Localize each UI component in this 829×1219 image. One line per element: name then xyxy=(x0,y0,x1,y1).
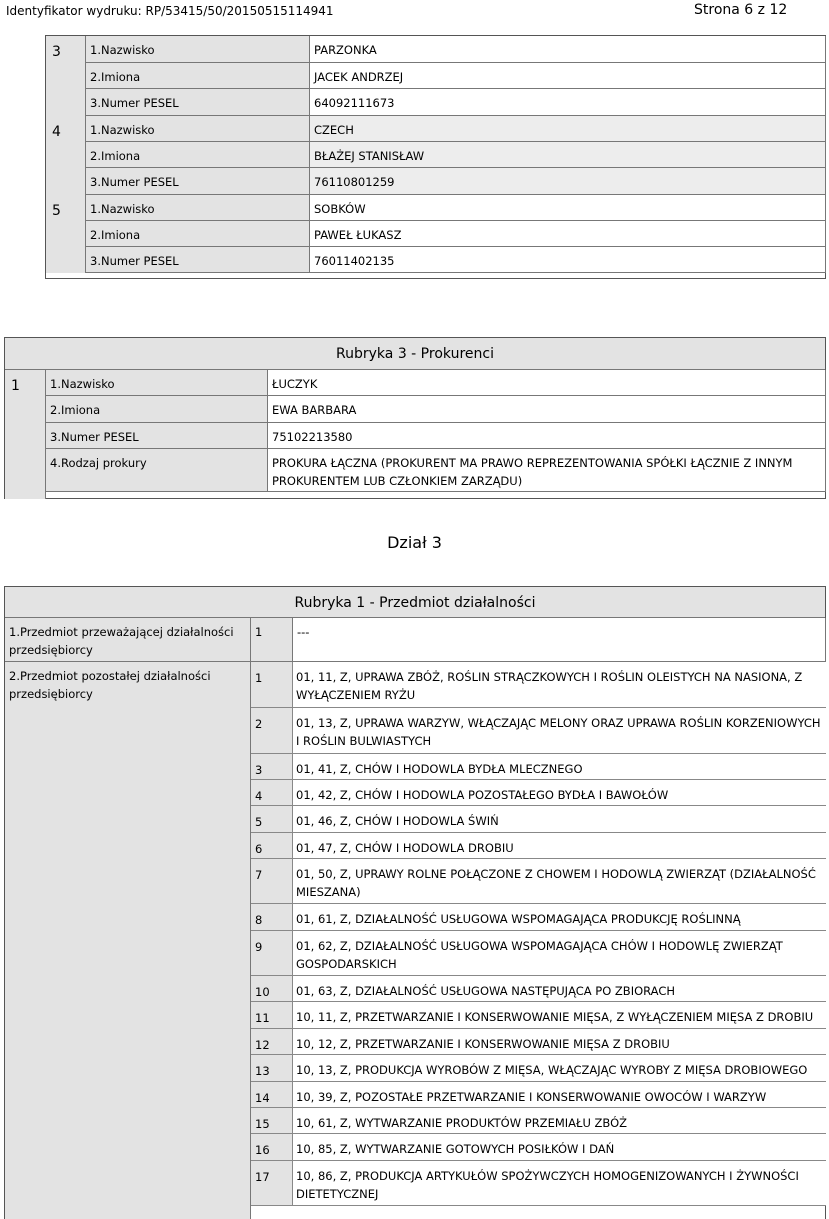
activity-item-text: 10, 85, Z, WYTWARZANIE GOTOWYCH POSIŁKÓW I DAŃ xyxy=(293,1134,826,1160)
row-value: PROKURA ŁĄCZNA (PROKURENT MA PRAWO REPREZENTOWANIA SPÓŁKI ŁĄCZNIE Z INNYM PROKURENTEM LUB CZŁONKIEM ZARZĄDU) xyxy=(268,449,826,492)
activity-item-text: 01, 46, Z, CHÓW I HODOWLA ŚWIŃ xyxy=(293,806,826,832)
activity-item xyxy=(251,708,826,754)
row-value: 76011402135 xyxy=(310,247,826,273)
activity-item xyxy=(251,1108,826,1134)
row-label: 1.Nazwisko xyxy=(46,370,268,396)
row-label: 3.Numer PESEL xyxy=(86,247,310,273)
activity-item-text: 01, 50, Z, UPRAWY ROLNE POŁĄCZONE Z CHOWEM I HODOWLĄ ZWIERZĄT (DZIAŁALNOŚĆ MIESZANA) xyxy=(293,859,826,903)
row-value: JACEK ANDRZEJ xyxy=(310,63,826,89)
activity-item-number: 16 xyxy=(251,1134,293,1160)
activity-item-text: 01, 63, Z, DZIAŁALNOŚĆ USŁUGOWA NASTĘPUJĄCA PO ZBIORACH xyxy=(293,976,826,1001)
activity-item xyxy=(251,931,826,976)
activity-item-number: 13 xyxy=(251,1055,293,1081)
activity-item-text: 10, 12, Z, PRZETWARZANIE I KONSERWOWANIE MIĘSA Z DROBIU xyxy=(293,1029,826,1054)
row-value: 75102213580 xyxy=(268,423,826,449)
row-value: ŁUCZYK xyxy=(268,370,826,396)
activity-item-text: 01, 47, Z, CHÓW I HODOWLA DROBIU xyxy=(293,833,826,858)
activity-item-number: 2 xyxy=(251,708,293,753)
row-value: PAWEŁ ŁUKASZ xyxy=(310,221,826,247)
activity-item-number: 12 xyxy=(251,1029,293,1054)
activity-item-number: 17 xyxy=(251,1161,293,1205)
row-label: 2.Imiona xyxy=(86,221,310,247)
activity-item-text: 01, 42, Z, CHÓW I HODOWLA POZOSTAŁEGO BYDŁA I BAWOŁÓW xyxy=(293,780,826,805)
row-label: 3.Numer PESEL xyxy=(46,423,268,449)
row-label: 1.Nazwisko xyxy=(86,195,310,221)
persons-table xyxy=(45,35,826,279)
activity-item-number: 8 xyxy=(251,904,293,930)
row-label: 3.Numer PESEL xyxy=(86,89,310,116)
group-number: 3 xyxy=(46,36,86,116)
main-activity-label: 1.Przedmiot przeważającej działalności przedsiębiorcy xyxy=(5,618,251,662)
main-activity-value: --- xyxy=(293,618,826,662)
row-label: 2.Imiona xyxy=(46,396,268,423)
activity-item-number: 6 xyxy=(251,833,293,858)
activity-table xyxy=(4,586,826,1219)
activity-item xyxy=(251,806,826,833)
row-value: EWA BARBARA xyxy=(268,396,826,423)
activity-item xyxy=(251,780,826,806)
row-label: 3.Numer PESEL xyxy=(86,168,310,195)
activity-item-text: 01, 13, Z, UPRAWA WARZYW, WŁĄCZAJĄC MELONY ORAZ UPRAWA ROŚLIN KORZENIOWYCH I ROŚLIN BULWIASTYCH xyxy=(293,708,826,753)
activity-item xyxy=(251,662,826,708)
activity-item-number: 11 xyxy=(251,1002,293,1028)
activity-item xyxy=(251,1029,826,1055)
activity-item-text: 10, 86, Z, PRODUKCJA ARTYKUŁÓW SPOŻYWCZYCH HOMOGENIZOWANYCH I ŻYWNOŚCI DIETETYCZNEJ xyxy=(293,1161,826,1205)
print-identifier: Identyfikator wydruku: RP/53415/50/20150515114941 xyxy=(6,4,334,18)
activity-item xyxy=(251,833,826,859)
activity-item xyxy=(251,859,826,904)
row-label: 2.Imiona xyxy=(86,142,310,168)
other-activity-list xyxy=(251,662,826,1219)
section-title: Rubryka 1 - Przedmiot działalności xyxy=(5,587,825,618)
main-activity-number: 1 xyxy=(251,618,293,662)
section-title: Rubryka 3 - Prokurenci xyxy=(5,338,825,370)
row-value: CZECH xyxy=(310,116,826,142)
activity-item-text: 01, 11, Z, UPRAWA ZBÓŻ, ROŚLIN STRĄCZKOWYCH I ROŚLIN OLEISTYCH NA NASIONA, Z WYŁĄCZENIEM RYŻU xyxy=(293,662,826,707)
activity-item xyxy=(251,904,826,931)
procurators-table xyxy=(4,337,826,499)
activity-item-text: 10, 39, Z, POZOSTAŁE PRZETWARZANIE I KONSERWOWANIE OWOCÓW I WARZYW xyxy=(293,1082,826,1107)
activity-item xyxy=(251,976,826,1002)
row-value: BŁAŻEJ STANISŁAW xyxy=(310,142,826,168)
activity-item-number: 10 xyxy=(251,976,293,1001)
activity-item-number: 4 xyxy=(251,780,293,805)
row-label: 1.Nazwisko xyxy=(86,36,310,63)
activity-item-number: 7 xyxy=(251,859,293,903)
activity-item-number: 1 xyxy=(251,662,293,707)
row-value: 76110801259 xyxy=(310,168,826,195)
activity-item-text: 01, 62, Z, DZIAŁALNOŚĆ USŁUGOWA WSPOMAGAJĄCA CHÓW I HODOWLĘ ZWIERZĄT GOSPODARSKICH xyxy=(293,931,826,975)
activity-item-number: 3 xyxy=(251,754,293,779)
activity-item xyxy=(251,1161,826,1206)
other-activity-label: 2.Przedmiot pozostałej działalności przedsiębiorcy xyxy=(5,662,251,1219)
activity-item-text: 10, 61, Z, WYTWARZANIE PRODUKTÓW PRZEMIAŁU ZBÓŻ xyxy=(293,1108,826,1133)
activity-item xyxy=(251,1055,826,1082)
activity-item-number: 5 xyxy=(251,806,293,832)
row-value: 64092111673 xyxy=(310,89,826,116)
activity-item-text: 01, 61, Z, DZIAŁALNOŚĆ USŁUGOWA WSPOMAGAJĄCA PRODUKCJĘ ROŚLINNĄ xyxy=(293,904,826,930)
activity-item-number: 9 xyxy=(251,931,293,975)
row-value: SOBKÓW xyxy=(310,195,826,221)
activity-item-text: 10, 13, Z, PRODUKCJA WYROBÓW Z MIĘSA, WŁĄCZAJĄC WYROBY Z MIĘSA DROBIOWEGO xyxy=(293,1055,826,1081)
activity-item-number: 14 xyxy=(251,1082,293,1107)
row-label: 2.Imiona xyxy=(86,63,310,89)
group-number: 1 xyxy=(5,370,46,499)
page-number: Strona 6 z 12 xyxy=(694,2,788,18)
row-label: 4.Rodzaj prokury xyxy=(46,449,268,492)
activity-item-number: 15 xyxy=(251,1108,293,1133)
activity-item xyxy=(251,1002,826,1029)
group-number: 5 xyxy=(46,195,86,273)
section-heading: Dział 3 xyxy=(387,533,442,552)
group-number: 4 xyxy=(46,116,86,195)
activity-item xyxy=(251,1134,826,1161)
row-label: 1.Nazwisko xyxy=(86,116,310,142)
activity-item xyxy=(251,1082,826,1108)
activity-item xyxy=(251,754,826,780)
row-value: PARZONKA xyxy=(310,36,826,63)
activity-item-text: 01, 41, Z, CHÓW I HODOWLA BYDŁA MLECZNEGO xyxy=(293,754,826,779)
activity-item-text: 10, 11, Z, PRZETWARZANIE I KONSERWOWANIE MIĘSA, Z WYŁĄCZENIEM MIĘSA Z DROBIU xyxy=(293,1002,826,1028)
